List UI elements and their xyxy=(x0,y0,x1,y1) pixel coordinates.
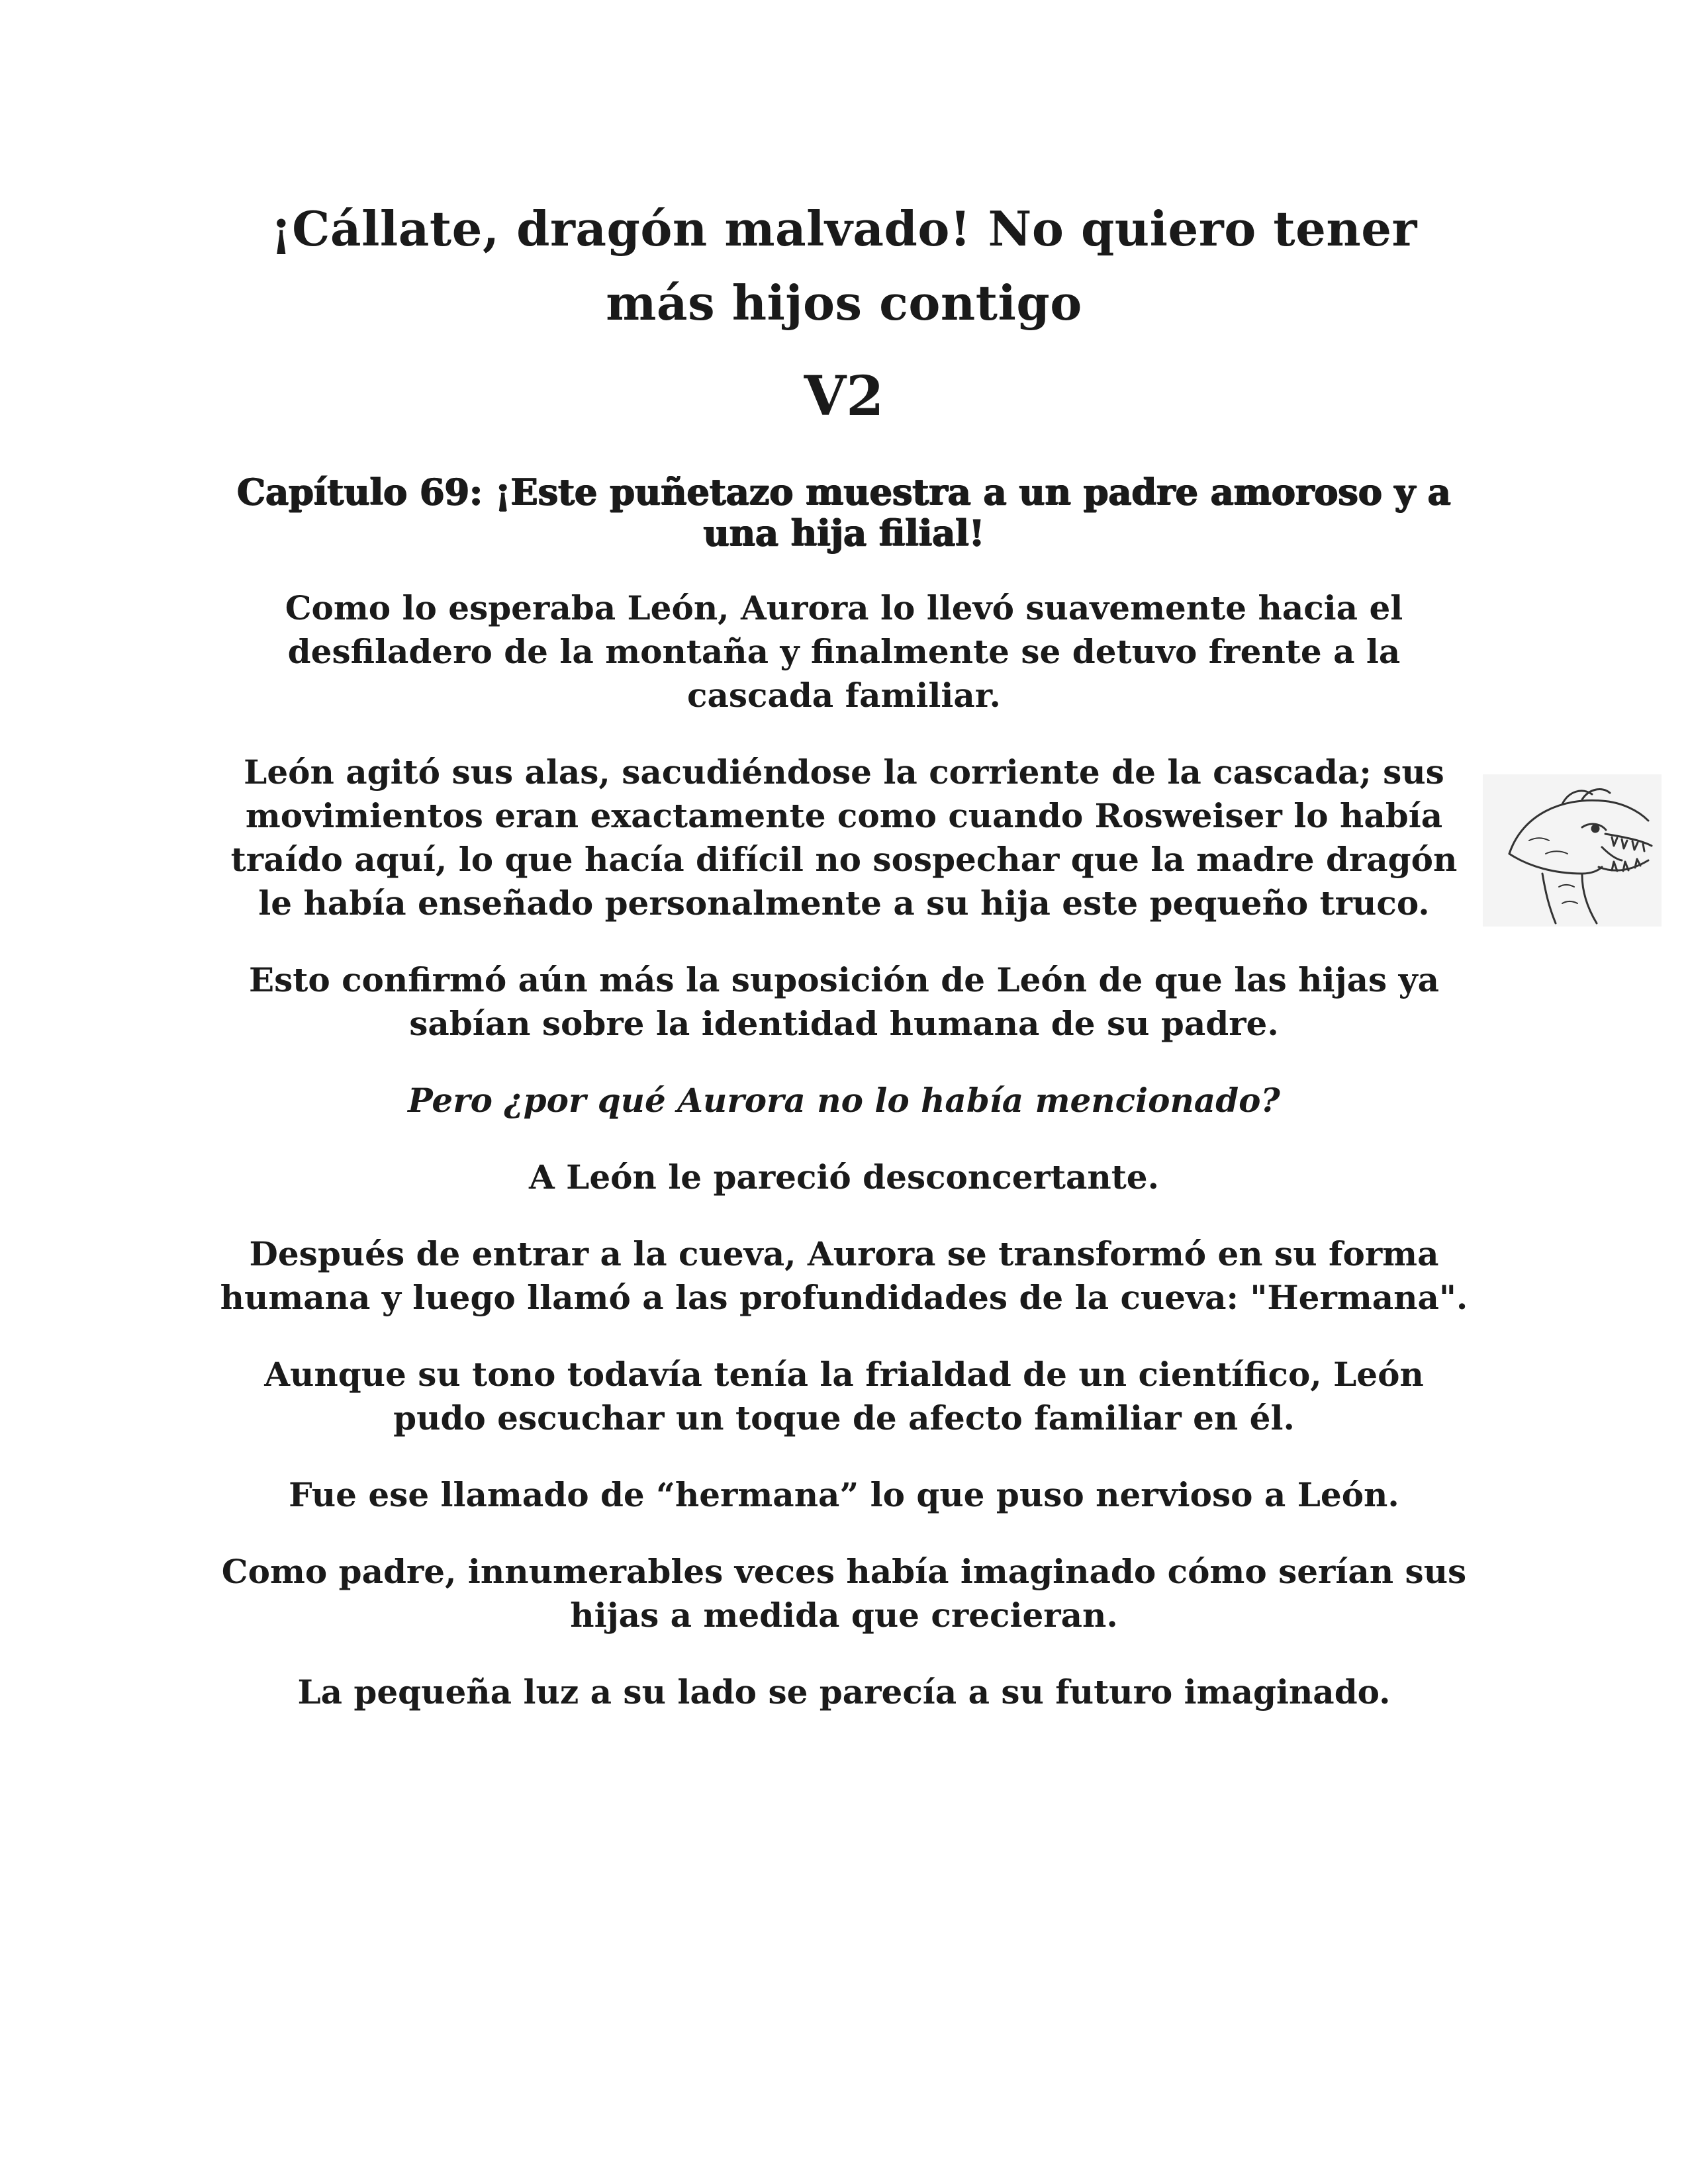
paragraph-1: Como lo esperaba León, Aurora lo llevó suavemente hacia el desfiladero de la montaña y finalmente se detuvo frente a la cascada familiar. xyxy=(285,588,1403,715)
chapter-line-1: Capítulo 69: ¡Este puñetazo muestra a un padre amoroso y a xyxy=(237,471,1451,513)
paragraph-7: Aunque su tono todavía tenía la frialdad de un científico, León pudo escuchar un toque de afecto familiar en él. xyxy=(264,1355,1424,1437)
dragon-head-sketch-icon xyxy=(1483,774,1662,927)
chapter-heading xyxy=(218,471,1470,553)
paragraph-2: León agitó sus alas, sacudiéndose la corriente de la cascada; sus movimientos eran exactamente como cuando Rosweiser lo había traído aquí, lo que hacía difícil no sospechar que la madre dragón le había enseñado personalmente a su hija este pequeño truco. xyxy=(230,752,1458,923)
paragraph-6: Después de entrar a la cueva, Aurora se transformó en su forma humana y luego llamó a las profundidades de la cueva: "Hermana". xyxy=(220,1234,1468,1317)
document-title xyxy=(218,192,1470,340)
title-line-1: ¡Cállate, dragón malvado! No quiero tener xyxy=(271,201,1417,257)
paragraph-9: Como padre, innumerables veces había imaginado cómo serían sus hijas a medida que crecieran. xyxy=(221,1552,1467,1635)
paragraph-3: Esto confirmó aún más la suposición de León de que las hijas ya sabían sobre la identidad humana de su padre. xyxy=(248,960,1440,1043)
chapter-line-2: una hija filial! xyxy=(703,512,985,554)
volume-label: V2 xyxy=(804,365,884,428)
paragraph-8: Fue ese llamado de “hermana” lo que puso nervioso a León. xyxy=(289,1475,1399,1514)
paragraph-4-italic: Pero ¿por qué Aurora no lo había mencionado? xyxy=(408,1081,1280,1120)
paragraph-10: La pequeña luz a su lado se parecía a su futuro imaginado. xyxy=(297,1672,1391,1711)
document-page xyxy=(218,192,1470,1714)
title-line-2: más hijos contigo xyxy=(606,275,1082,331)
paragraph-5: A León le pareció desconcertante. xyxy=(528,1158,1160,1197)
